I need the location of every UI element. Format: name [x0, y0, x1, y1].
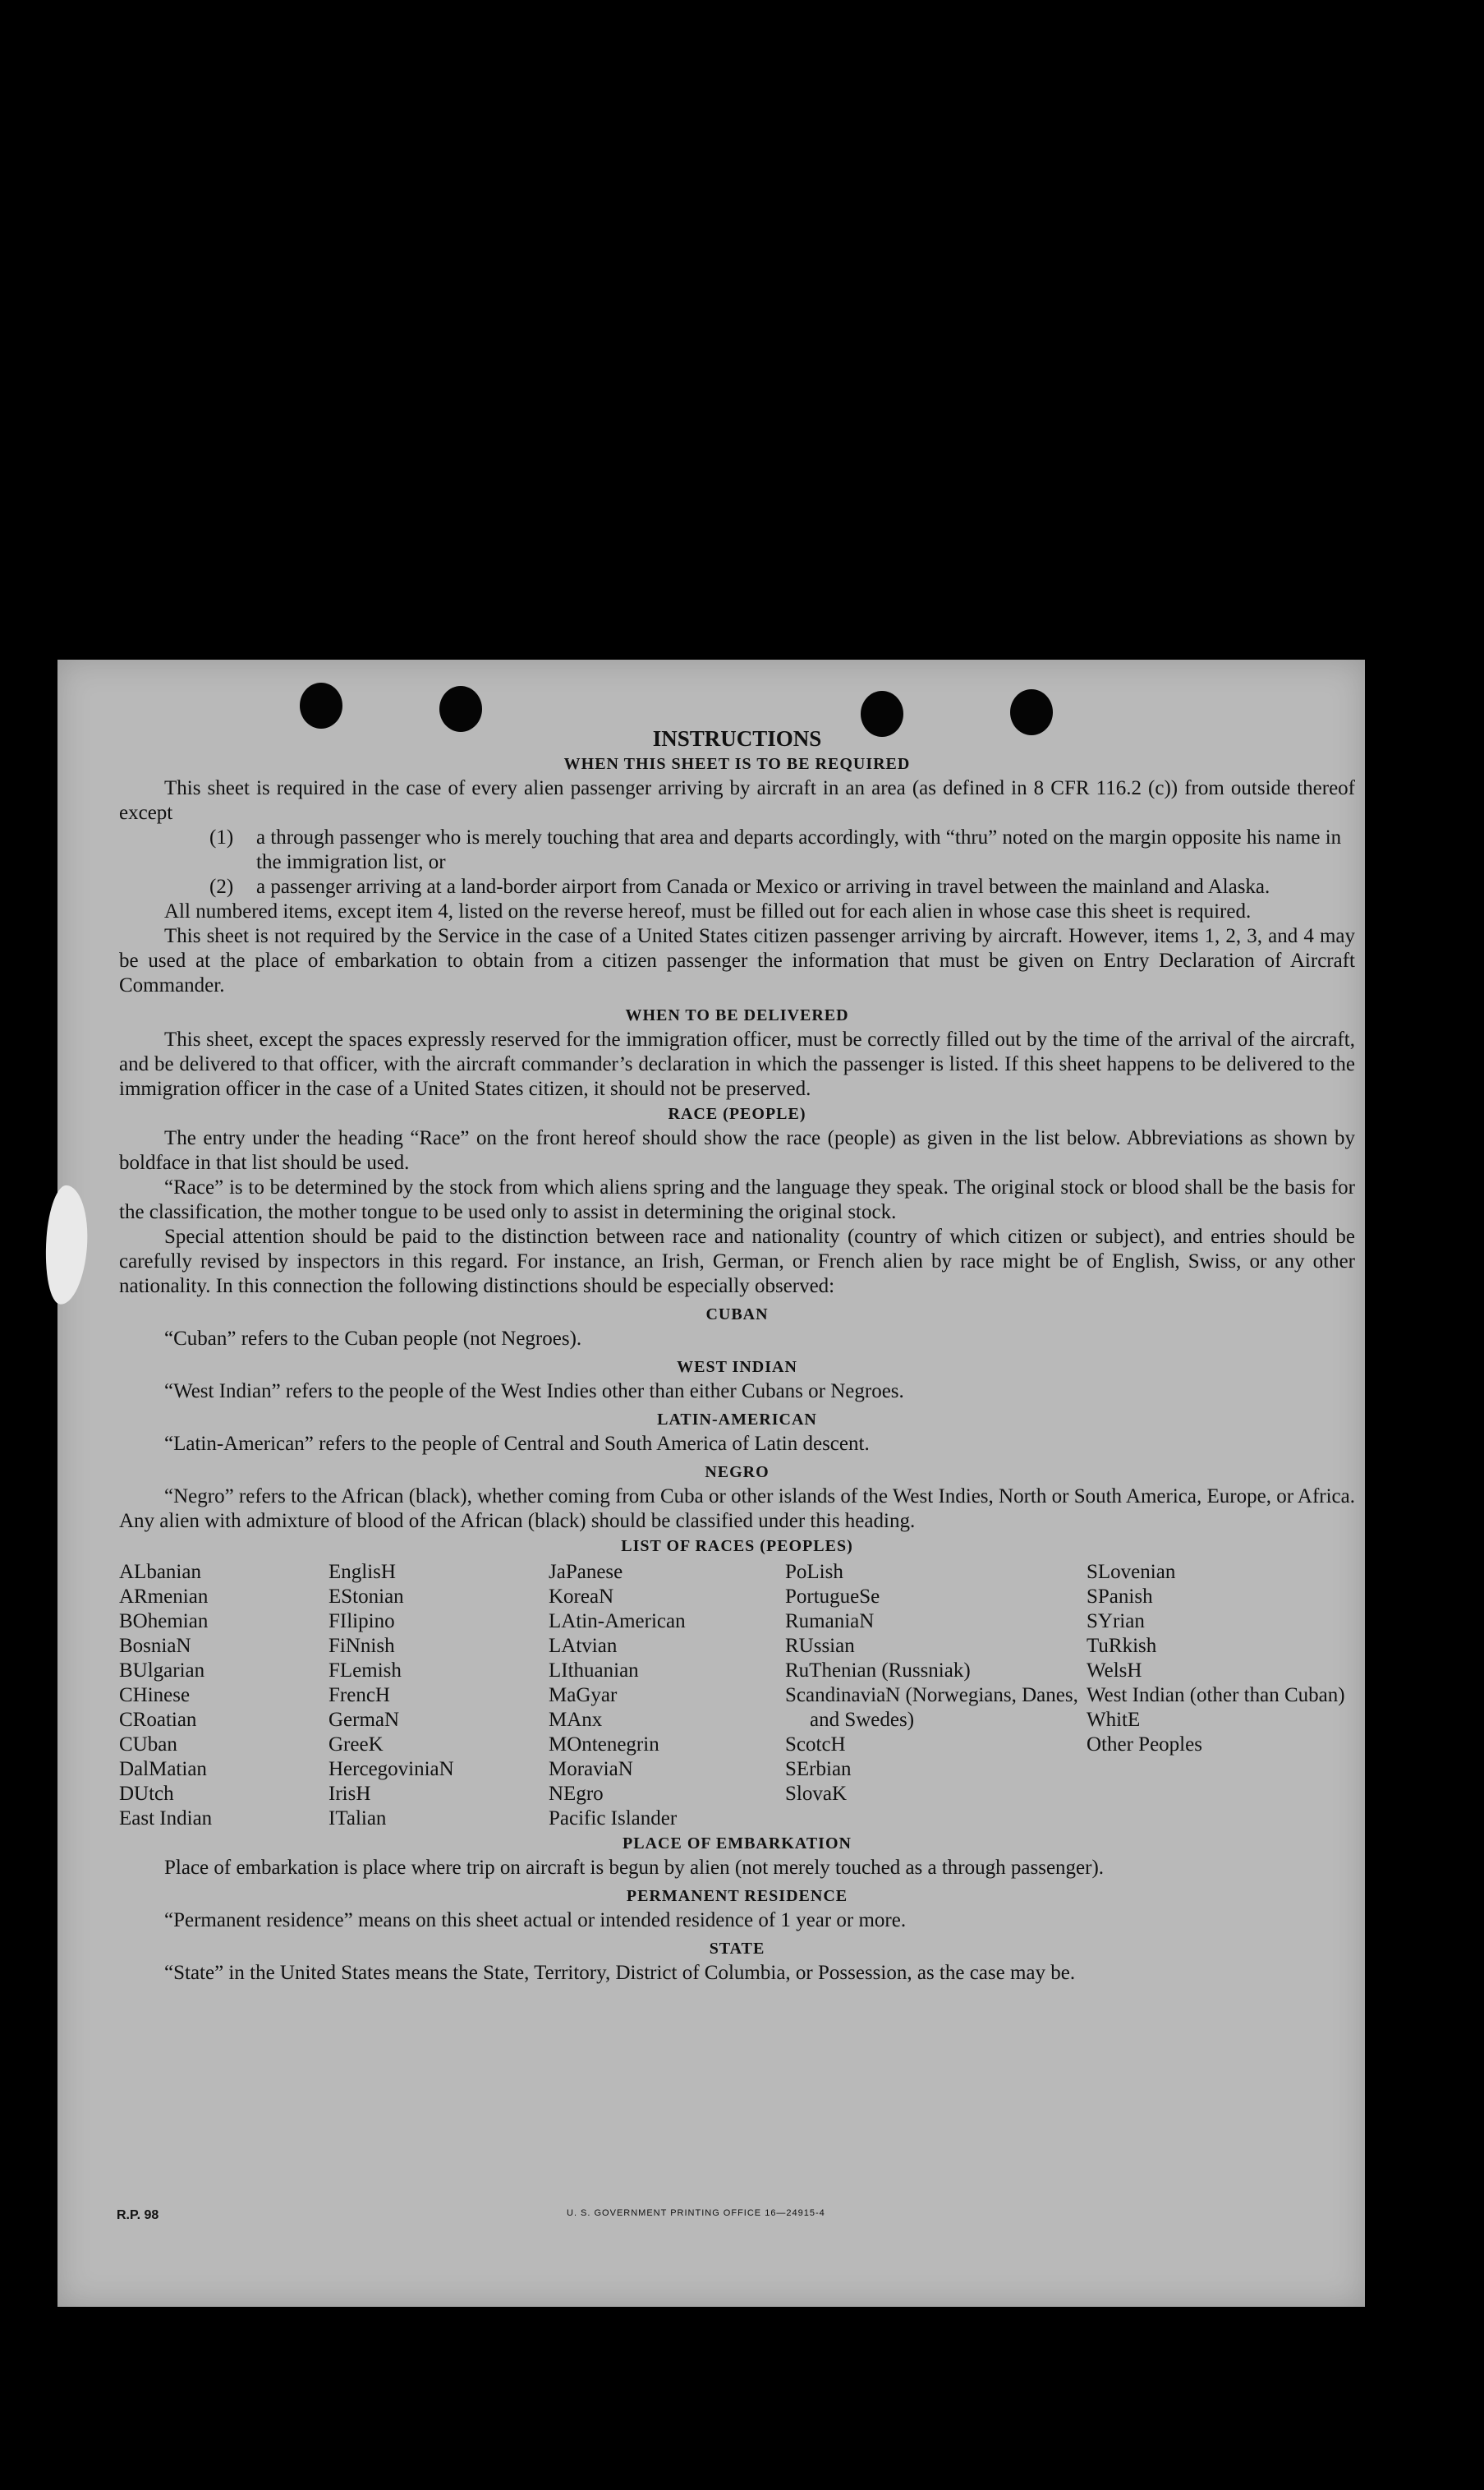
west-indian-heading: WEST INDIAN: [677, 1358, 797, 1376]
race-entry: FiNnish: [329, 1635, 395, 1657]
races-list-heading: LIST OF RACES (PEOPLES): [621, 1537, 853, 1555]
race-entry: IrisH: [329, 1783, 371, 1805]
race-entry: PortugueSe: [785, 1586, 880, 1608]
cuban-heading: CUBAN: [705, 1305, 769, 1323]
latin-american-heading: LATIN-AMERICAN: [657, 1411, 817, 1429]
race-entry: Other Peoples: [1087, 1733, 1202, 1756]
race-entry: MOntenegrin: [549, 1733, 659, 1756]
race-entry: CRoatian: [119, 1709, 197, 1731]
race-entry: DalMatian: [119, 1758, 207, 1780]
race-entry: WelsH: [1087, 1659, 1142, 1682]
exception-text: a through passenger who is merely touching that area and departs accordingly, with “thru” noted on the margin opposite his name in the immigration list, or: [256, 826, 1342, 873]
race-entry: ALbanian: [119, 1561, 201, 1583]
race-entry: BUlgarian: [119, 1659, 205, 1682]
race-paragraph-2: “Race” is to be determined by the stock from which aliens spring and the language they speak. The original stock or blood shall be the basis for the classification, the mother tongue to be used only to assist in determining the original stock.: [119, 1176, 1355, 1223]
residence-text: “Permanent residence” means on this sheet actual or intended residence of 1 year or more.: [164, 1909, 907, 1931]
races-column-1: [119, 1560, 329, 1831]
when-delivered-heading: WHEN TO BE DELIVERED: [625, 1006, 849, 1024]
race-entry: SLovenian: [1087, 1561, 1176, 1583]
race-entry: EnglisH: [329, 1561, 396, 1583]
race-entry: SlovaK: [785, 1783, 847, 1805]
race-entry: FrencH: [329, 1684, 390, 1706]
race-entry: KoreaN: [549, 1586, 614, 1608]
race-entry: SPanish: [1087, 1586, 1153, 1608]
torn-edge: [42, 1184, 91, 1305]
state-text: “State” in the United States means the State, Territory, District of Columbia, or Possession, as the case may be.: [164, 1962, 1076, 1984]
citizen-paragraph: This sheet is not required by the Service in the case of a United States citizen passenger arriving by aircraft. However, items 1, 2, 3, and 4 may be used at the place of embarkation to obtain from a citizen passenger the information that must be given on Entry Declaration of Aircraft Commander.: [119, 925, 1355, 996]
race-entry: ITalian: [329, 1807, 387, 1830]
exception-text: a passenger arriving at a land-border airport from Canada or Mexico or arriving in travel between the mainland and Alaska.: [256, 876, 1270, 898]
exception-number: (2): [209, 876, 234, 898]
when-required-heading: WHEN THIS SHEET IS TO BE REQUIRED: [563, 755, 911, 773]
race-entry: LAtvian: [549, 1635, 618, 1657]
race-paragraph-3: Special attention should be paid to the distinction between race and nationality (country of which citizen or subject), and entries should be carefully revised by inspectors in this regard. For instance, an Irish, German, or French alien by race might be of English, Swiss, or any other nationality. In this connection the following distinctions should be especially observed:: [119, 1226, 1355, 1297]
latin-american-definition: “Latin-American” refers to the people of Central and South America of Latin descent.: [164, 1433, 870, 1455]
races-column-5: [1087, 1560, 1355, 1831]
race-entry: FLemish: [329, 1659, 402, 1682]
races-list: [119, 1560, 1355, 1831]
negro-definition: “Negro” refers to the African (black), whether coming from Cuba or other islands of the West Indies, North or South America, Europe, or Africa. Any alien with admixture of blood of the African (black) should be classified under this heading.: [119, 1485, 1355, 1532]
race-entry: MAnx: [549, 1709, 603, 1731]
race-paragraph-1: The entry under the heading “Race” on the front hereof should show the race (people) as given in the list below. Abbreviations as shown by boldface in that list should be used.: [119, 1127, 1355, 1174]
negro-heading: NEGRO: [705, 1463, 770, 1481]
race-entry: SErbian: [785, 1758, 852, 1780]
page-title: INSTRUCTIONS: [652, 726, 822, 751]
race-entry: BosniaN: [119, 1635, 191, 1657]
punch-hole-1: [300, 683, 342, 729]
race-entry: WhitE: [1087, 1709, 1141, 1731]
race-entry: LAtin-American: [549, 1610, 686, 1632]
race-entry: MaGyar: [549, 1684, 618, 1706]
race-entry: CHinese: [119, 1684, 191, 1706]
instruction-sheet: [57, 660, 1365, 2307]
embarkation-heading: PLACE OF EMBARKATION: [623, 1834, 852, 1853]
race-entry: BOhemian: [119, 1610, 209, 1632]
embarkation-text: Place of embarkation is place where trip on aircraft is begun by alien (not merely touched as a through passenger).: [164, 1857, 1105, 1879]
race-entry: ScotcH: [785, 1733, 846, 1756]
race-entry: ScandinaviaN (Norwegians, Danes, and Swedes): [785, 1684, 1078, 1731]
race-entry: Pacific Islander: [549, 1807, 678, 1830]
race-entry: ARmenian: [119, 1586, 209, 1608]
races-column-2: [329, 1560, 549, 1831]
race-entry: FIlipino: [329, 1610, 395, 1632]
west-indian-definition: “West Indian” refers to the people of the West Indies other than either Cubans or Negroes.: [164, 1380, 904, 1402]
race-entry: East Indian: [119, 1807, 213, 1830]
race-entry: HercegoviniaN: [329, 1758, 454, 1780]
exception-item: [209, 826, 1355, 875]
printing-office-line: U. S. GOVERNMENT PRINTING OFFICE 16—24915-4: [567, 2208, 825, 2218]
race-entry: West Indian (other than Cuban): [1087, 1684, 1345, 1706]
race-entry: CUban: [119, 1733, 177, 1756]
state-heading: STATE: [709, 1940, 765, 1958]
race-entry: DUtch: [119, 1783, 174, 1805]
cuban-definition: “Cuban” refers to the Cuban people (not Negroes).: [164, 1328, 582, 1350]
race-entry: TuRkish: [1087, 1635, 1157, 1657]
races-column-4: [785, 1560, 1087, 1831]
race-entry: RumaniaN: [785, 1610, 875, 1632]
race-entry: JaPanese: [549, 1561, 623, 1583]
race-entry: GermaN: [329, 1709, 400, 1731]
exception-item: [209, 875, 1355, 900]
race-entry: SYrian: [1087, 1610, 1145, 1632]
race-entry: NEgro: [549, 1783, 604, 1805]
when-required-intro: This sheet is required in the case of every alien passenger arriving by aircraft in an area (as defined in 8 CFR 116.2 (c)) from outside thereof except: [119, 777, 1355, 824]
instructions-body: [119, 725, 1355, 1986]
race-entry: PoLish: [785, 1561, 843, 1583]
race-entry: MoraviaN: [549, 1758, 633, 1780]
numbered-items-paragraph: All numbered items, except item 4, listed on the reverse hereof, must be filled out for each alien in whose case this sheet is required.: [164, 900, 1252, 923]
form-number: R.P. 98: [117, 2208, 159, 2222]
race-entry: RUssian: [785, 1635, 855, 1657]
when-delivered-text: This sheet, except the spaces expressly reserved for the immigration officer, must be correctly filled out by the time of the arrival of the aircraft, and be delivered to that officer, with the aircraft commander’s declaration in which the passenger is listed. If this sheet happens to be delivered to the immigration officer in the case of a United States citizen, it should not be preserved.: [119, 1029, 1355, 1100]
exception-number: (1): [209, 826, 234, 849]
races-column-3: [549, 1560, 785, 1831]
race-entry: LIthuanian: [549, 1659, 639, 1682]
race-entry: EStonian: [329, 1586, 404, 1608]
race-heading: RACE (PEOPLE): [668, 1105, 806, 1123]
race-entry: RuThenian (Russniak): [785, 1659, 971, 1682]
race-entry: GreeK: [329, 1733, 384, 1756]
residence-heading: PERMANENT RESIDENCE: [626, 1887, 848, 1905]
